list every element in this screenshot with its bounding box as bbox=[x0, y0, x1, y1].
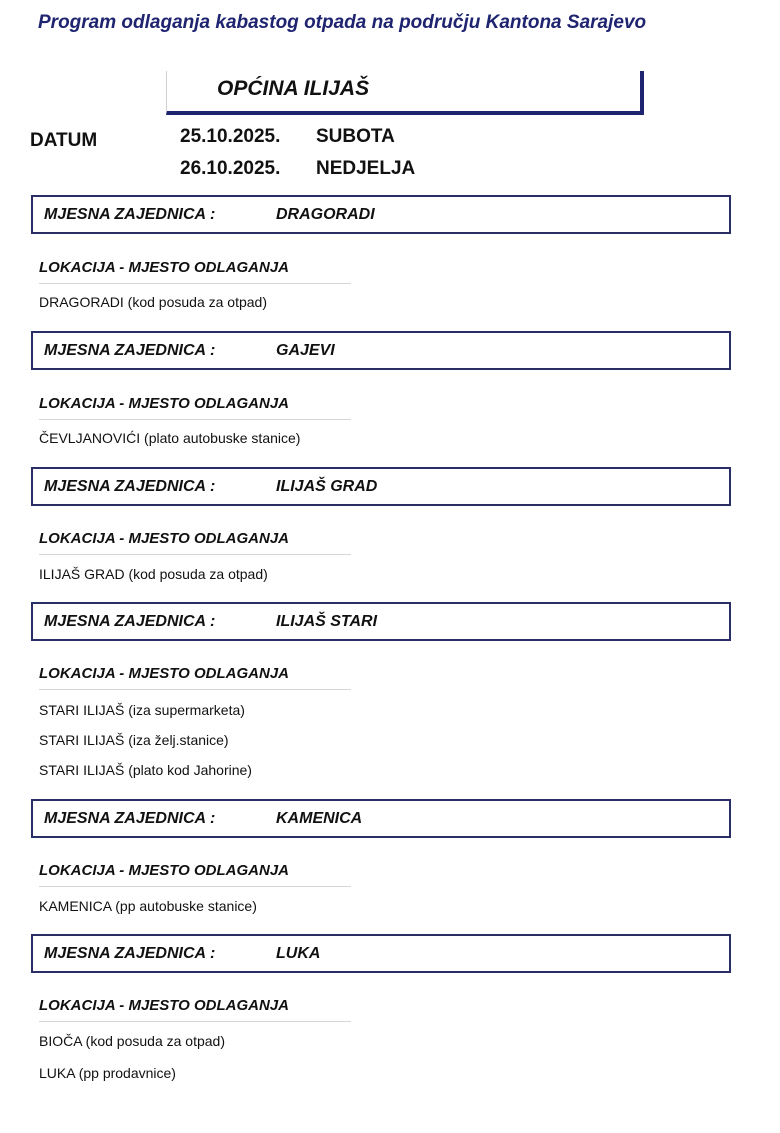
location-item: STARI ILIJAŠ (iza supermarketa) bbox=[39, 702, 245, 718]
community-header bbox=[31, 602, 731, 641]
location-item: STARI ILIJAŠ (iza želj.stanice) bbox=[39, 732, 229, 748]
community-header bbox=[31, 331, 731, 370]
community-label: MJESNA ZAJEDNICA : bbox=[44, 342, 216, 359]
community-name: LUKA bbox=[276, 945, 321, 962]
community-label: MJESNA ZAJEDNICA : bbox=[44, 810, 216, 827]
date-value: 26.10.2025. bbox=[180, 158, 281, 179]
location-item: STARI ILIJAŠ (plato kod Jahorine) bbox=[39, 762, 252, 778]
location-item: LUKA (pp prodavnice) bbox=[39, 1065, 176, 1081]
location-item: DRAGORADI (kod posuda za otpad) bbox=[39, 294, 267, 310]
location-heading: LOKACIJA - MJESTO ODLAGANJA bbox=[39, 259, 351, 284]
community-header bbox=[31, 799, 731, 838]
community-label: MJESNA ZAJEDNICA : bbox=[44, 945, 216, 962]
day-value: SUBOTA bbox=[316, 126, 395, 147]
location-item: BIOČA (kod posuda za otpad) bbox=[39, 1033, 225, 1049]
location-item: ILIJAŠ GRAD (kod posuda za otpad) bbox=[39, 566, 268, 582]
community-name: GAJEVI bbox=[276, 342, 335, 359]
municipality-name: OPĆINA ILIJAŠ bbox=[217, 77, 370, 100]
date-value: 25.10.2025. bbox=[180, 126, 281, 147]
location-heading: LOKACIJA - MJESTO ODLAGANJA bbox=[39, 997, 351, 1022]
community-name: KAMENICA bbox=[276, 810, 363, 827]
date-row bbox=[180, 126, 395, 148]
community-name: DRAGORADI bbox=[276, 206, 375, 223]
location-item: ČEVLJANOVIĆI (plato autobuske stanice) bbox=[39, 430, 301, 446]
community-header bbox=[31, 934, 731, 973]
community-label: MJESNA ZAJEDNICA : bbox=[44, 478, 216, 495]
municipality-box bbox=[166, 71, 644, 115]
date-label: DATUM bbox=[30, 130, 98, 151]
location-heading: LOKACIJA - MJESTO ODLAGANJA bbox=[39, 862, 351, 887]
community-label: MJESNA ZAJEDNICA : bbox=[44, 206, 216, 223]
community-header bbox=[31, 195, 731, 234]
community-header bbox=[31, 467, 731, 506]
location-heading: LOKACIJA - MJESTO ODLAGANJA bbox=[39, 530, 351, 555]
date-row bbox=[180, 158, 415, 180]
community-label: MJESNA ZAJEDNICA : bbox=[44, 613, 216, 630]
location-item: KAMENICA (pp autobuske stanice) bbox=[39, 898, 257, 914]
location-heading: LOKACIJA - MJESTO ODLAGANJA bbox=[39, 665, 351, 690]
community-name: ILIJAŠ GRAD bbox=[276, 478, 378, 495]
day-value: NEDJELJA bbox=[316, 158, 416, 179]
page-title: Program odlaganja kabastog otpada na području Kantona Sarajevo bbox=[38, 12, 647, 33]
location-heading: LOKACIJA - MJESTO ODLAGANJA bbox=[39, 395, 351, 420]
community-name: ILIJAŠ STARI bbox=[276, 613, 378, 630]
